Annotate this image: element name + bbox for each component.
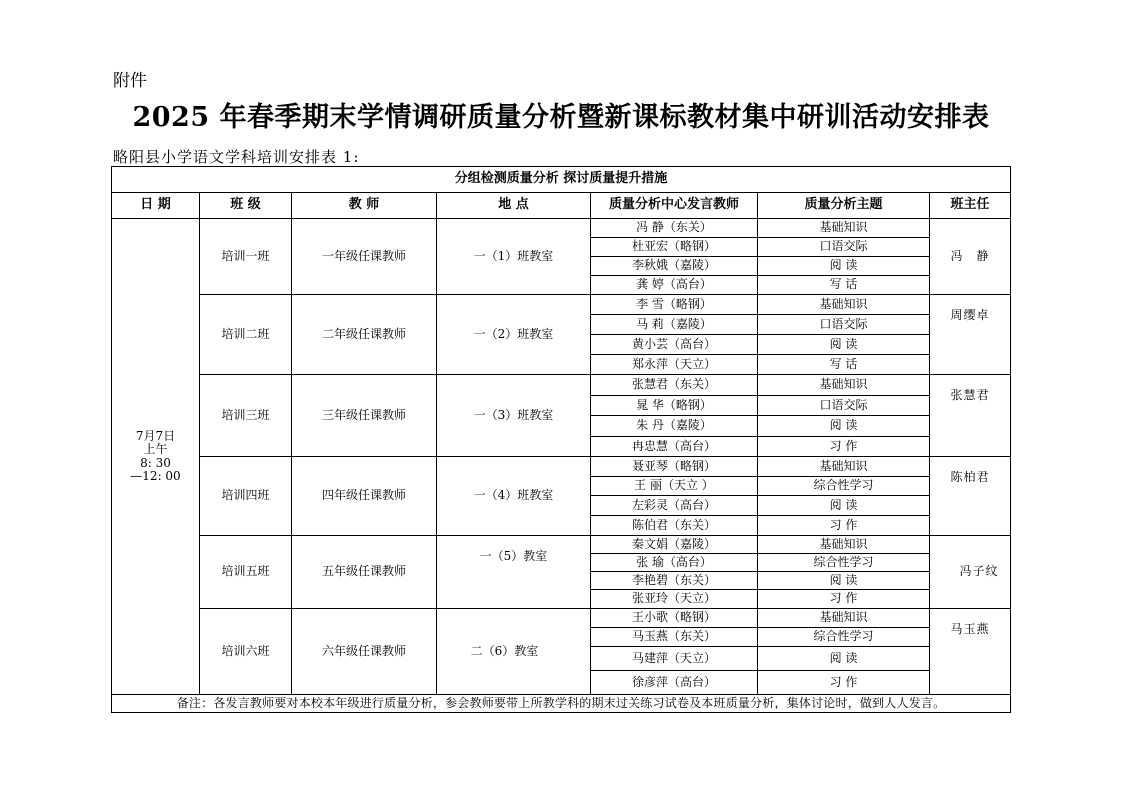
head-teacher-cell: 张慧君 [930, 375, 1011, 457]
topic-cell: 基础知识 [758, 219, 930, 238]
topic-cell: 综合性学习 [758, 554, 930, 572]
topic-cell: 口语交际 [758, 315, 930, 335]
header-speaker: 质量分析中心发言教师 [591, 193, 758, 219]
date-line2: 上午 [143, 442, 168, 457]
topic-cell: 写 话 [758, 276, 930, 295]
topic-cell: 综合性学习 [758, 477, 930, 496]
header-teacher: 教 师 [292, 193, 437, 219]
class-name-cell: 培训五班 [200, 536, 292, 609]
page-title: 2025 年春季期末学情调研质量分析暨新课标教材集中研训活动安排表 [132, 102, 990, 133]
table-row [112, 295, 1011, 315]
topic-cell: 阅 读 [758, 572, 930, 590]
class-teachers-cell: 五年级任课教师 [292, 536, 437, 609]
speaker-cell: 陈伯君（东关） [591, 516, 758, 536]
banner-cell: 分组检测质量分析 探讨质量提升措施 [112, 167, 1011, 193]
date-line4: —12: 00 [130, 468, 181, 483]
head-teacher-cell: 冯子纹 [930, 536, 1011, 609]
header-row [112, 193, 1011, 219]
speaker-cell: 龚 婷（高台） [591, 276, 758, 295]
class-teachers-cell: 六年级任课教师 [292, 609, 437, 695]
speaker-cell: 郑永萍（天立） [591, 355, 758, 375]
topic-cell: 综合性学习 [758, 628, 930, 647]
header-date: 日 期 [112, 193, 200, 219]
topic-cell: 写 话 [758, 355, 930, 375]
speaker-cell: 冯 静（东关） [591, 219, 758, 238]
class-name-cell: 培训四班 [200, 457, 292, 536]
class-name-cell: 培训一班 [200, 219, 292, 295]
speaker-cell: 王小歌（略钢） [591, 609, 758, 628]
speaker-cell: 徐彦萍（高台） [591, 671, 758, 695]
topic-cell: 习 作 [758, 590, 930, 609]
speaker-cell: 马玉燕（东关） [591, 628, 758, 647]
table-row [112, 609, 1011, 628]
table-row [112, 536, 1011, 554]
date-line1: 7月7日 [135, 429, 176, 444]
class-teachers-cell: 一年级任课教师 [292, 219, 437, 295]
topic-cell: 基础知识 [758, 609, 930, 628]
table-row [112, 375, 1011, 396]
note-cell: 备注：各发言教师要对本校本年级进行质量分析，参会教师要带上所教学科的期末过关练习试卷及本班质量分析，集体讨论时，做到人人发言。 [112, 695, 1011, 713]
head-teacher-cell: 陈柏君 [930, 457, 1011, 536]
schedule-table [111, 166, 1011, 713]
class-name-cell: 培训三班 [200, 375, 292, 457]
class-name-cell: 培训六班 [200, 609, 292, 695]
topic-cell: 阅 读 [758, 416, 930, 437]
head-teacher-cell: 马玉燕 [930, 609, 1011, 695]
head-teacher-cell: 周缨卓 [930, 295, 1011, 375]
header-class: 班 级 [200, 193, 292, 219]
topic-cell: 习 作 [758, 437, 930, 457]
class-location-cell: 一（3）班教室 [437, 375, 591, 457]
topic-cell: 阅 读 [758, 257, 930, 276]
speaker-cell: 马 莉（嘉陵） [591, 315, 758, 335]
page-subtitle: 略阳县小学语文学科培训安排表 1: [113, 148, 360, 166]
class-teachers-cell: 二年级任课教师 [292, 295, 437, 375]
banner-row [112, 167, 1011, 193]
class-location-cell: 一（2）班教室 [437, 295, 591, 375]
topic-cell: 基础知识 [758, 536, 930, 554]
attachment-label: 附件 [113, 71, 147, 91]
class-teachers-cell: 三年级任课教师 [292, 375, 437, 457]
topic-cell: 阅 读 [758, 335, 930, 355]
speaker-cell: 晁 华（略钢） [591, 396, 758, 416]
note-row [112, 695, 1011, 713]
topic-cell: 基础知识 [758, 295, 930, 315]
speaker-cell: 黄小芸（高台） [591, 335, 758, 355]
class-location-cell: 一（5）教室 [437, 536, 591, 609]
topic-cell: 基础知识 [758, 375, 930, 396]
speaker-cell: 秦文娟（嘉陵） [591, 536, 758, 554]
schedule-body [112, 219, 1011, 695]
topic-cell: 阅 读 [758, 496, 930, 516]
class-location-cell: 一（1）班教室 [437, 219, 591, 295]
table-row [112, 219, 1011, 238]
topic-cell: 习 作 [758, 671, 930, 695]
header-topic: 质量分析主题 [758, 193, 930, 219]
head-teacher-cell: 冯 静 [930, 219, 1011, 295]
speaker-cell: 杜亚宏（略钢） [591, 238, 758, 257]
speaker-cell: 张慧君（东关） [591, 375, 758, 396]
header-head-teacher: 班主任 [930, 193, 1011, 219]
class-name-cell: 培训二班 [200, 295, 292, 375]
date-cell [112, 219, 200, 695]
topic-cell: 阅 读 [758, 647, 930, 671]
date-line3: 8: 30 [140, 455, 171, 470]
topic-cell: 习 作 [758, 516, 930, 536]
speaker-cell: 马建萍（天立） [591, 647, 758, 671]
speaker-cell: 张 瑜（高台） [591, 554, 758, 572]
speaker-cell: 李秋娥（嘉陵） [591, 257, 758, 276]
class-location-cell: 一（4）班教室 [437, 457, 591, 536]
speaker-cell: 朱 丹（嘉陵） [591, 416, 758, 437]
speaker-cell: 左彩灵（高台） [591, 496, 758, 516]
speaker-cell: 王 丽（天立 ） [591, 477, 758, 496]
header-location: 地 点 [437, 193, 591, 219]
speaker-cell: 李艳碧（东关） [591, 572, 758, 590]
topic-cell: 口语交际 [758, 238, 930, 257]
topic-cell: 口语交际 [758, 396, 930, 416]
speaker-cell: 李 雪（略钢） [591, 295, 758, 315]
class-teachers-cell: 四年级任课教师 [292, 457, 437, 536]
table-row [112, 457, 1011, 477]
speaker-cell: 聂亚琴（略钢） [591, 457, 758, 477]
class-location-cell: 二（6）教室 [437, 609, 591, 695]
topic-cell: 基础知识 [758, 457, 930, 477]
speaker-cell: 张亚玲（天立） [591, 590, 758, 609]
speaker-cell: 冉忠慧（高台） [591, 437, 758, 457]
